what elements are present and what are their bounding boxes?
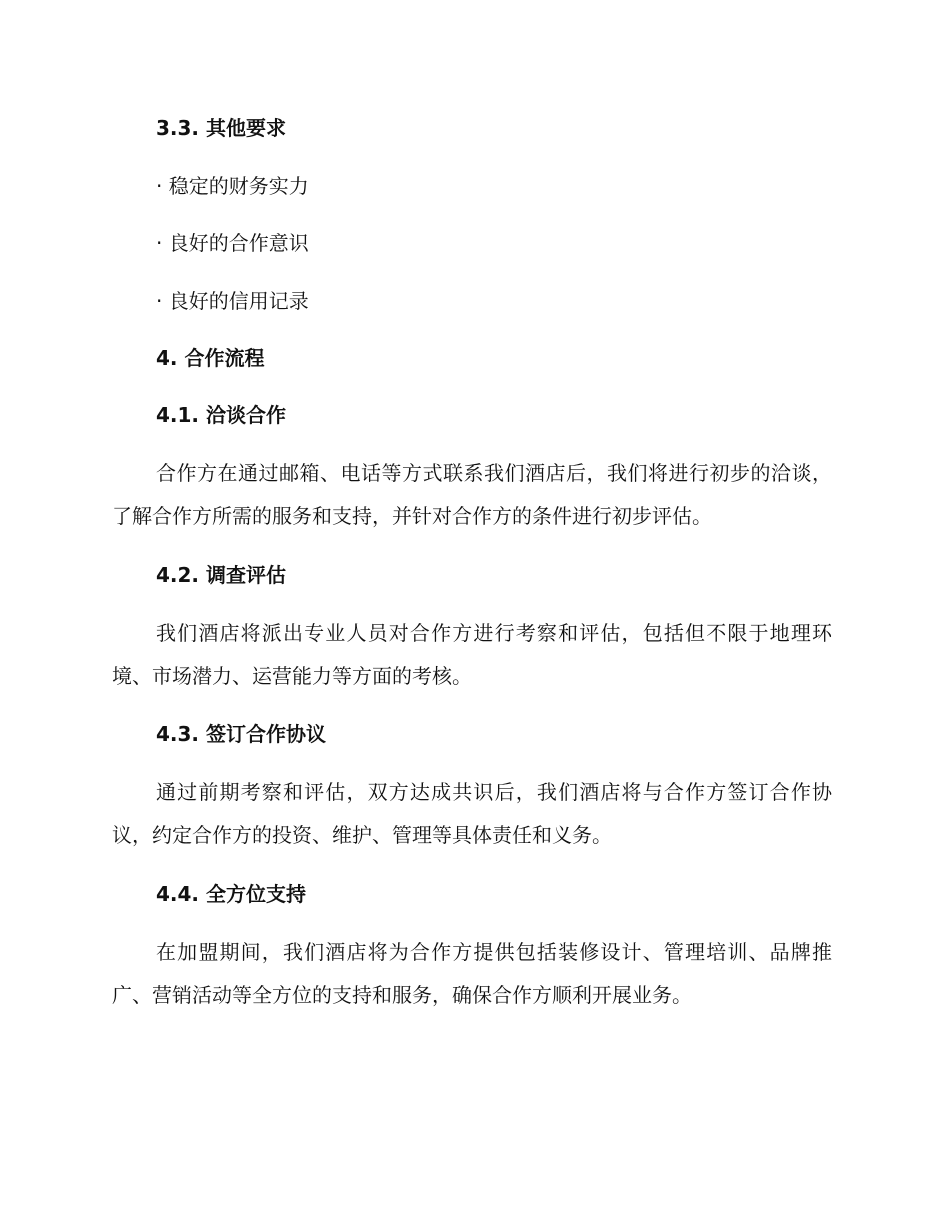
section-4-2-heading: 4.2. 调查评估 (156, 563, 286, 587)
section-4-1-body: 合作方在通过邮箱、电话等方式联系我们酒店后，我们将进行初步的洽谈，了解合作方所需的服务和支持，并针对合作方的条件进行初步评估。 (112, 461, 832, 528)
requirement-item-financial: · 稳定的财务实力 (156, 174, 309, 198)
section-4-4-body: 在加盟期间，我们酒店将为合作方提供包括装修设计、管理培训、品牌推广、营销活动等全方位的支持和服务，确保合作方顺利开展业务。 (112, 940, 832, 1007)
section-4-1-heading: 4.1. 洽谈合作 (156, 403, 286, 427)
requirement-item-cooperation: · 良好的合作意识 (156, 231, 309, 255)
section-4-2-body: 我们酒店将派出专业人员对合作方进行考察和评估，包括但不限于地理环境、市场潜力、运营能力等方面的考核。 (112, 621, 832, 688)
section-4-3-heading: 4.3. 签订合作协议 (156, 722, 326, 746)
requirement-item-credit: · 良好的信用记录 (156, 289, 309, 313)
section-4-heading: 4. 合作流程 (156, 346, 265, 370)
section-4-4-heading: 4.4. 全方位支持 (156, 882, 306, 906)
section-4-3-body: 通过前期考察和评估，双方达成共识后，我们酒店将与合作方签订合作协议，约定合作方的投资、维护、管理等具体责任和义务。 (112, 780, 832, 847)
section-3-3-heading: 3.3. 其他要求 (156, 116, 286, 140)
